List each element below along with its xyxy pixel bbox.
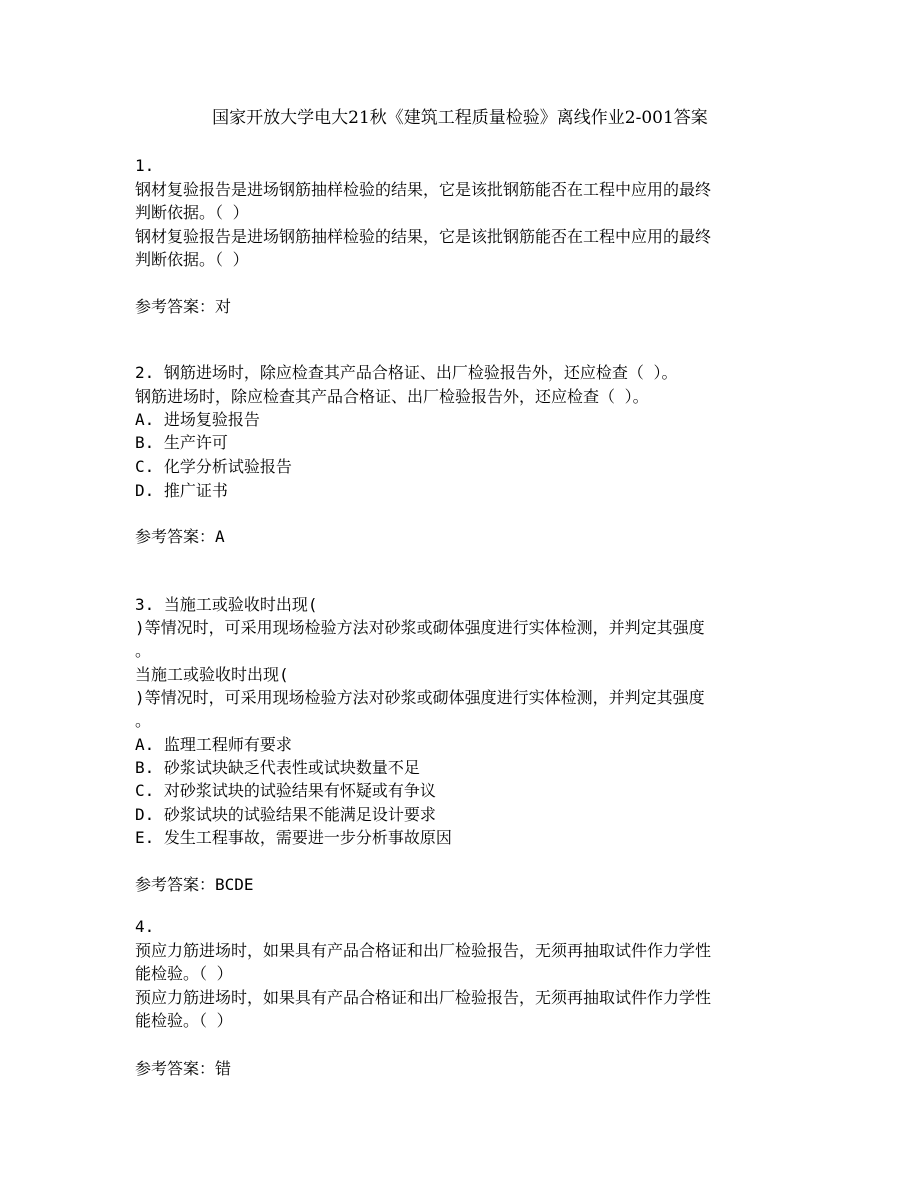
question-1-stem-line: 判断依据。（ ）	[135, 250, 249, 269]
question-2-option-b: B. 生产许可	[135, 433, 228, 452]
question-1-number: 1.	[135, 156, 155, 175]
question-2-option-d: D. 推广证书	[135, 481, 228, 500]
question-3-stem-line: )等情况时，可采用现场检验方法对砂浆或砌体强度进行实体检测，并判定其强度	[135, 618, 705, 637]
question-4-answer	[135, 1058, 231, 1080]
question-3-stem-line: 当施工或验收时出现(	[135, 665, 289, 684]
answer-label: 参考答案：	[135, 527, 216, 546]
question-2-option-a: A. 进场复验报告	[135, 410, 260, 429]
question-4-stem-line: 能检验。（ ）	[135, 964, 233, 983]
question-1-stem-line: 钢材复验报告是进场钢筋抽样检验的结果，它是该批钢筋能否在工程中应用的最终	[135, 180, 712, 199]
question-3-stem-line: )等情况时，可采用现场检验方法对砂浆或砌体强度进行实体检测，并判定其强度	[135, 688, 705, 707]
answer-label: 参考答案：	[135, 875, 216, 894]
question-3-option-a: A. 监理工程师有要求	[135, 735, 292, 754]
question-2-stem-line: 钢筋进场时，除应检查其产品合格证、出厂检验报告外，还应检查（ ）。	[135, 387, 649, 406]
question-3-option-e: E. 发生工程事故，需要进一步分析事故原因	[135, 828, 452, 847]
question-3-option-b: B. 砂浆试块缺乏代表性或试块数量不足	[135, 758, 420, 777]
question-4-number: 4.	[135, 917, 155, 936]
answer-value: BCDE	[215, 875, 254, 894]
question-2-option-c: C. 化学分析试验报告	[135, 457, 292, 476]
document-title: 国家开放大学电大21秋《建筑工程质量检验》离线作业2-001答案	[212, 108, 708, 128]
answer-value: A	[215, 527, 225, 546]
question-4-stem-line: 预应力筋进场时，如果具有产品合格证和出厂检验报告，无须再抽取试件作力学性	[135, 941, 712, 960]
answer-label: 参考答案：	[135, 297, 216, 316]
question-1-answer	[135, 296, 231, 318]
answer-value: 对	[215, 297, 232, 316]
question-1-stem-line: 钢材复验报告是进场钢筋抽样检验的结果，它是该批钢筋能否在工程中应用的最终	[135, 227, 712, 246]
question-4-stem-line: 预应力筋进场时，如果具有产品合格证和出厂检验报告，无须再抽取试件作力学性	[135, 988, 712, 1007]
question-3-option-d: D. 砂浆试块的试验结果不能满足设计要求	[135, 805, 436, 824]
question-2-number: 2. 钢筋进场时，除应检查其产品合格证、出厂检验报告外，还应检查（ ）。	[135, 363, 678, 382]
question-2-answer	[135, 526, 225, 548]
question-3-answer	[135, 874, 254, 896]
question-3-number: 3. 当施工或验收时出现(	[135, 595, 318, 614]
answer-label: 参考答案：	[135, 1059, 216, 1078]
question-3-option-c: C. 对砂浆试块的试验结果有怀疑或有争议	[135, 781, 436, 800]
question-3-stem-line: 。	[135, 641, 152, 660]
question-1-stem-line: 判断依据。（ ）	[135, 203, 249, 222]
question-3-stem-line: 。	[135, 711, 152, 730]
question-4-stem-line: 能检验。（ ）	[135, 1011, 233, 1030]
answer-value: 错	[215, 1059, 232, 1078]
